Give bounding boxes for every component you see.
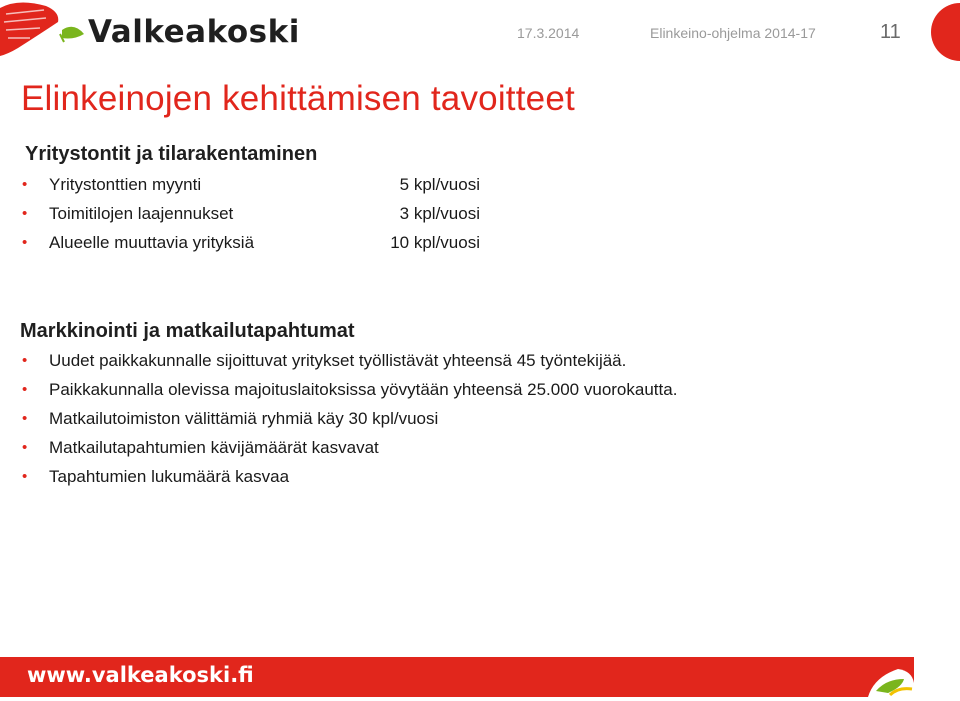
section-heading-marketing: Markkinointi ja matkailutapahtumat [20,320,355,342]
section-heading-lots: Yritystontit ja tilarakentaminen [25,143,318,165]
page-title: Elinkeinojen kehittämisen tavoitteet [21,79,575,118]
bullet-icon: • [22,176,28,193]
item-label: Yritystonttien myynti [49,175,202,194]
item-text: Matkailutapahtumien kävijämäärät kasvavat [49,438,379,457]
list-item [22,462,677,491]
item-value: 3 kpl/vuosi [399,204,480,223]
bullet-icon: • [22,234,28,251]
page-number: 11 [880,21,901,43]
bullet-icon: • [22,439,28,456]
item-label: Alueelle muuttavia yrityksiä [49,233,255,252]
item-label: Toimitilojen laajennukset [49,204,234,223]
list-item [22,228,480,257]
bullet-icon: • [22,410,28,427]
item-text: Matkailutoimiston välittämiä ryhmiä käy 30 kpl/vuosi [49,409,439,428]
list-item [22,375,678,404]
bullet-icon: • [22,352,28,369]
marketing-list [22,346,678,491]
item-value: 10 kpl/vuosi [390,233,480,252]
item-text: Paikkakunnalla olevissa majoituslaitoksissa yövytään yhteensä 25.000 vuorokautta. [49,380,678,399]
item-text: Tapahtumien lukumäärä kasvaa [49,467,290,486]
list-item [22,404,677,433]
list-item [22,346,677,375]
bullet-icon: • [22,205,28,222]
footer-bar [0,657,914,697]
footer-website-link[interactable]: www.valkeakoski.fi [27,663,254,687]
header-date: 17.3.2014 [517,25,580,41]
list-item [22,199,480,228]
lots-list [22,170,480,257]
valkeakoski-emblem-icon [0,0,86,62]
list-item [22,433,677,462]
bullet-icon: • [22,468,28,485]
valkeakoski-logo [0,0,345,62]
corner-decoration [931,3,960,61]
list-item [22,170,480,199]
bullet-icon: • [22,381,28,398]
item-text: Uudet paikkakunnalle sijoittuvat yritykset työllistävät yhteensä 45 työntekijää. [49,351,627,370]
item-value: 5 kpl/vuosi [399,175,480,194]
header-program: Elinkeino-ohjelma 2014-17 [650,25,816,41]
logo-text: Valkeakoski [88,14,300,50]
footer-emblem-icon [854,657,914,697]
